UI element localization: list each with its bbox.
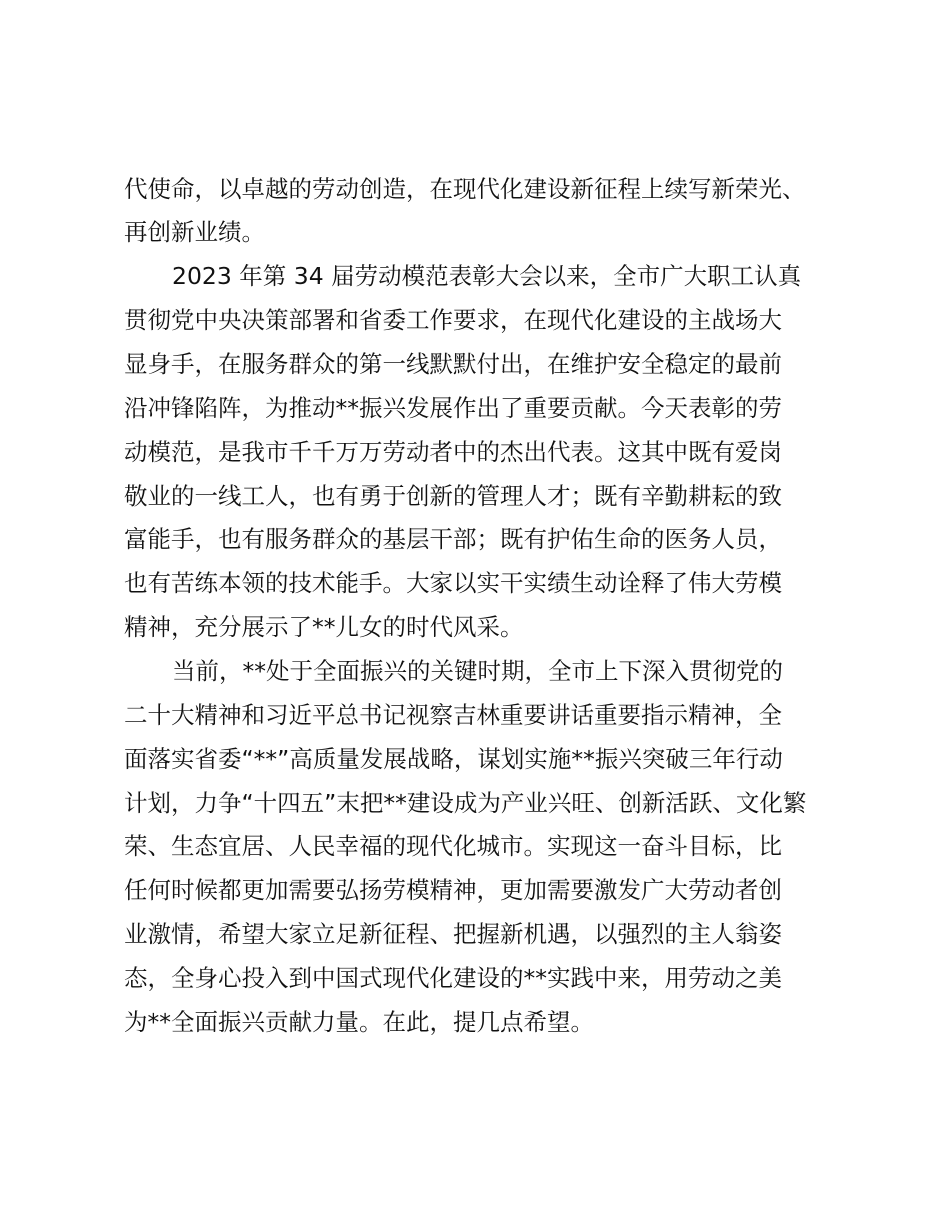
text-line: 显身手，在服务群众的第一线默默付出，在维护安全稳定的最前 (124, 350, 782, 378)
text-line: 沿冲锋陷阵，为推动**振兴发展作出了重要贡献。今天表彰的劳 (124, 394, 782, 422)
text-line: 业激情，希望大家立足新征程、把握新机遇，以强烈的主人翁姿 (124, 920, 782, 948)
paragraph-start-line: 当前，**处于全面振兴的关键时期，全市上下深入贯彻党的 (172, 657, 783, 685)
text-line: 代使命，以卓越的劳动创造，在现代化建设新征程上续写新荣光、 (124, 175, 806, 203)
text-line: 也有苦练本领的技术能手。大家以实干实绩生动诠释了伟大劳模 (124, 569, 782, 597)
text-line: 为**全面振兴贡献力量。在此，提几点希望。 (124, 1008, 594, 1036)
text-line: 富能手，也有服务群众的基层干部；既有护佑生命的医务人员， (124, 525, 782, 553)
text-line: 贯彻党中央决策部署和省委工作要求，在现代化建设的主战场大 (124, 306, 782, 334)
text-line: 面落实省委“**”高质量发展战略，谋划实施**振兴突破三年行动 (124, 745, 783, 773)
text-line: 计划，力争“十四五”末把**建设成为产业兴旺、创新活跃、文化繁 (124, 789, 807, 817)
text-line: 精神，充分展示了**儿女的时代风采。 (124, 613, 524, 641)
text-line: 二十大精神和习近平总书记视察吉林重要讲话重要指示精神，全 (124, 701, 782, 729)
paragraph-start-line: 2023 年第 34 届劳动模范表彰大会以来，全市广大职工认真 (172, 262, 802, 290)
text-line: 再创新业绩。 (124, 218, 265, 246)
text-line: 动模范，是我市千千万万劳动者中的杰出代表。这其中既有爱岗 (124, 438, 782, 466)
text-line: 敬业的一线工人，也有勇于创新的管理人才；既有辛勤耕耘的致 (124, 482, 782, 510)
text-line: 荣、生态宜居、人民幸福的现代化城市。实现这一奋斗目标，比 (124, 832, 782, 860)
text-line: 态，全身心投入到中国式现代化建设的**实践中来，用劳动之美 (124, 964, 782, 992)
text-line: 任何时候都更加需要弘扬劳模精神，更加需要激发广大劳动者创 (124, 876, 782, 904)
